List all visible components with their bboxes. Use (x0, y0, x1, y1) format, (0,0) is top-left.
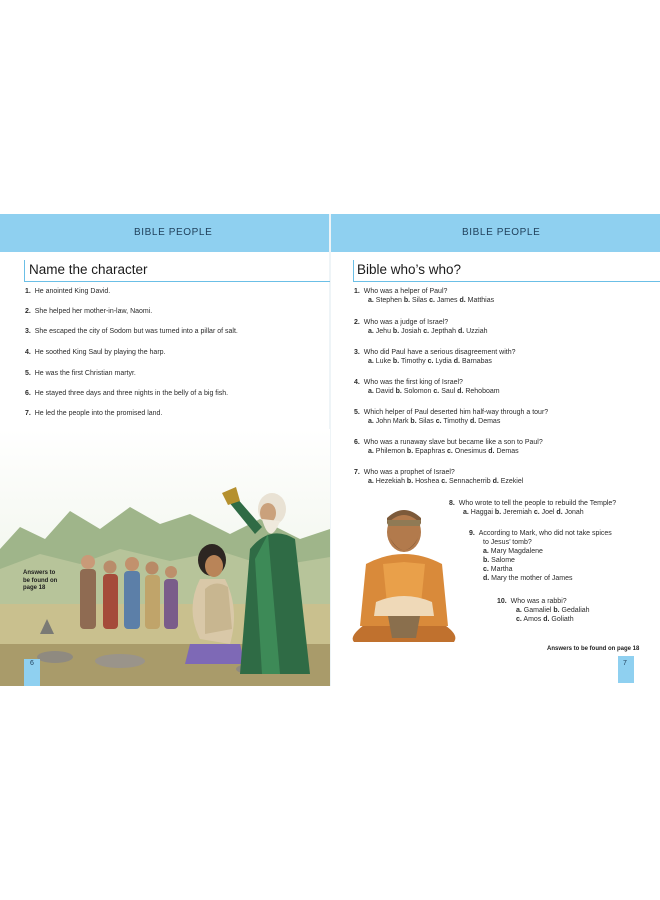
left-question-7: 7. He led the people into the promised land. (25, 410, 163, 417)
right-options-10a: a. Gamaliel b. Gedaliah (516, 607, 590, 614)
right-answers-note: Answers to be found on page 18 (547, 646, 640, 652)
left-header-title: BIBLE PEOPLE (134, 227, 213, 238)
left-page-heading: Name the character (29, 262, 148, 277)
right-options-9a: a. Mary Magdalene (483, 548, 543, 555)
right-options-4: a. David b. Solomon c. Saul d. Rehoboam (368, 388, 500, 395)
anointing-illustration (0, 429, 330, 686)
right-options-1: a. Stephen b. Silas c. James d. Matthias (368, 297, 495, 304)
right-question-9: 9. According to Mark, who did not take spices (469, 530, 612, 537)
right-question-5: 5. Which helper of Paul deserted him half-way through a tour? (354, 409, 549, 416)
left-question-2: 2. She helped her mother-in-law, Naomi. (25, 308, 153, 315)
right-question-7: 7. Who was a prophet of Israel? (354, 469, 455, 476)
left-header-band (0, 214, 330, 252)
left-page-number: 6 (30, 660, 34, 667)
right-options-7: a. Hezekiah b. Hoshea c. Sennacherrib d. Ezekiel (368, 478, 524, 485)
right-question-1: 1. Who was a helper of Paul? (354, 288, 448, 295)
left-question-5: 5. He was the first Christian martyr. (25, 370, 136, 377)
left-question-6: 6. He stayed three days and three nights in the belly of a big fish. (25, 390, 229, 397)
left-heading-rule-vertical (24, 260, 25, 282)
right-options-9c: c. Martha (483, 566, 513, 573)
right-options-3: a. Luke b. Timothy c. Lydia d. Barnabas (368, 358, 492, 365)
right-header-band (330, 214, 660, 252)
right-options-9d: d. Mary the mother of James (483, 575, 573, 582)
right-header-title: BIBLE PEOPLE (462, 227, 541, 238)
left-answers-note: Answers to be found on page 18 (23, 570, 58, 591)
left-question-3: 3. She escaped the city of Sodom but was turned into a pillar of salt. (25, 328, 238, 335)
right-options-2: a. Jehu b. Josiah c. Jepthah d. Uzziah (368, 328, 488, 335)
left-question-1: 1. He anointed King David. (25, 288, 111, 295)
right-heading-rule-horizontal (353, 281, 660, 282)
right-question-8: 8. Who wrote to tell the people to rebuild the Temple? (449, 500, 617, 507)
seated-man-illustration (348, 504, 460, 644)
right-page-heading: Bible who’s who? (357, 262, 462, 277)
right-question-6: 6. Who was a runaway slave but became like a son to Paul? (354, 439, 543, 446)
book-spread (0, 214, 660, 686)
left-heading-rule-horizontal (24, 281, 330, 282)
right-question-10: 10. Who was a rabbi? (497, 598, 567, 605)
right-page-number: 7 (623, 660, 627, 667)
right-question-4: 4. Who was the first king of Israel? (354, 379, 463, 386)
right-question-9-continued: to Jesus’ tomb? (483, 539, 532, 546)
right-options-6: a. Philemon b. Epaphras c. Onesimus d. Demas (368, 448, 519, 455)
right-heading-rule-vertical (353, 260, 354, 282)
right-options-9b: b. Salome (483, 557, 515, 564)
right-question-2: 2. Who was a judge of Israel? (354, 319, 449, 326)
left-question-4: 4. He soothed King Saul by playing the harp. (25, 349, 166, 356)
right-options-10b: c. Amos d. Goliath (516, 616, 574, 623)
right-options-8: a. Haggai b. Jeremiah c. Joel d. Jonah (463, 509, 584, 516)
right-question-3: 3. Who did Paul have a serious disagreement with? (354, 349, 516, 356)
right-options-5: a. John Mark b. Silas c. Timothy d. Demas (368, 418, 501, 425)
